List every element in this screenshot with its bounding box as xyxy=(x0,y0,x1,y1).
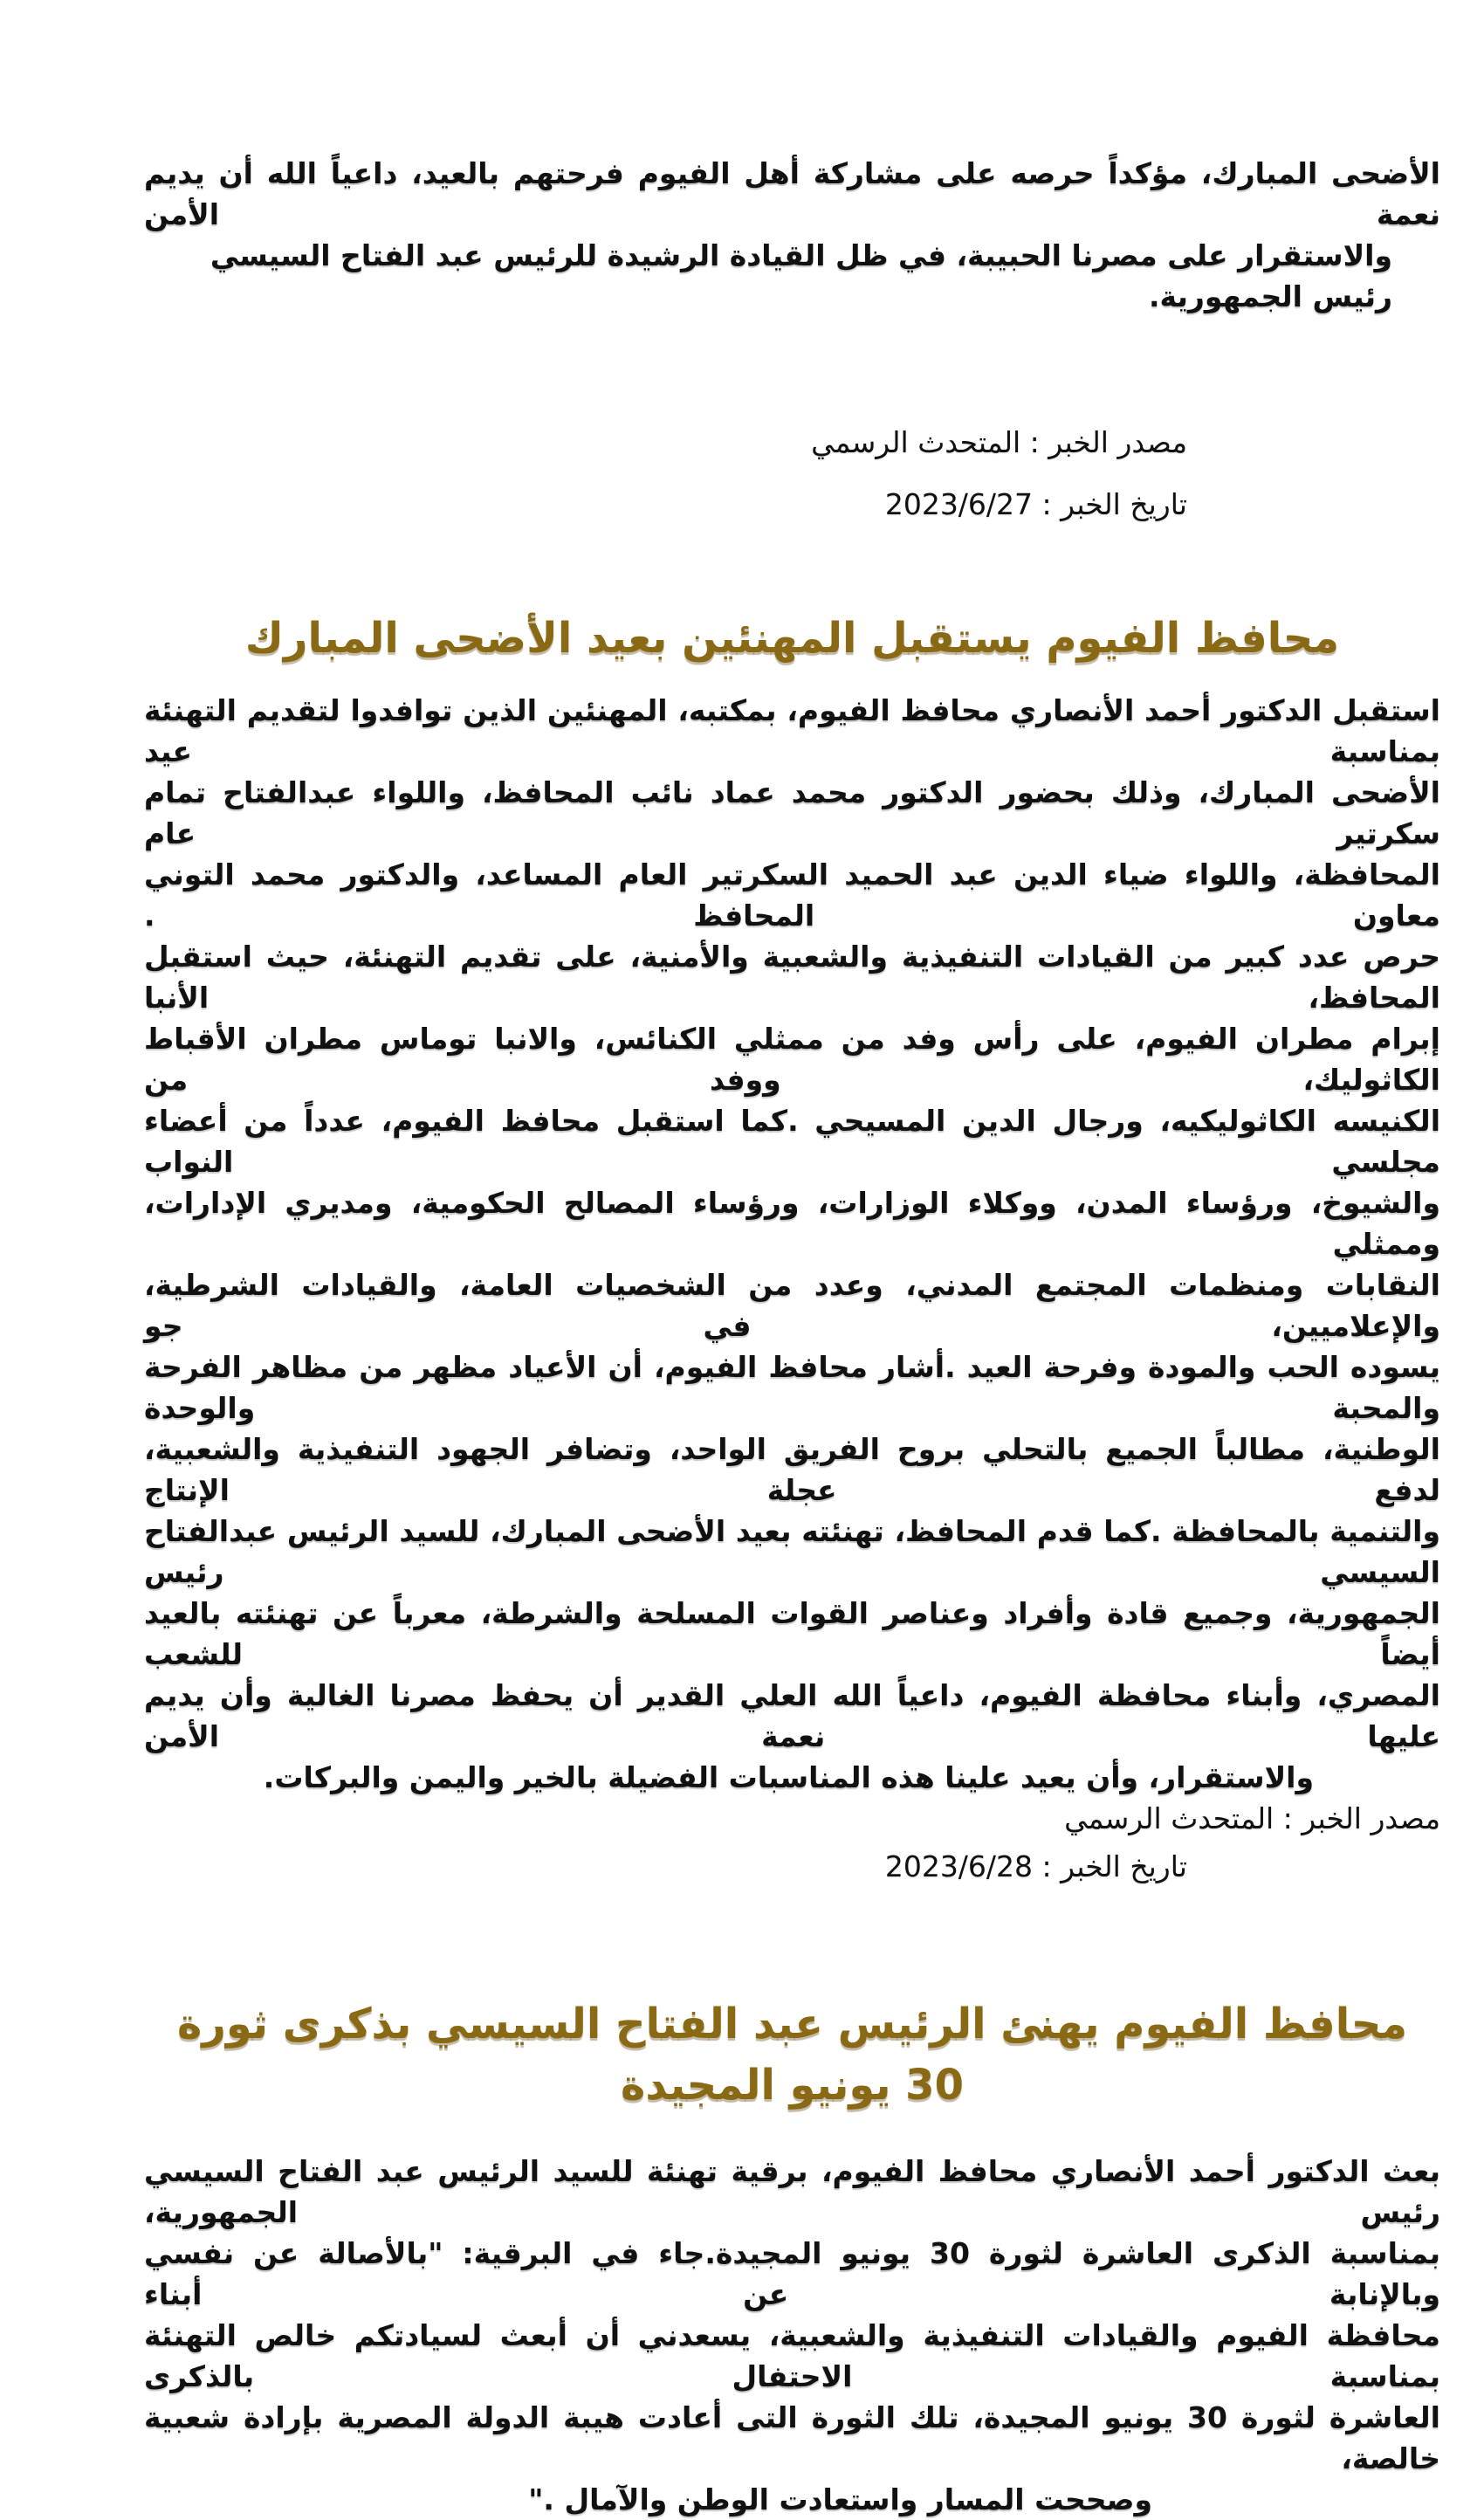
body-line: بعث الدكتور أحمد الأنصاري محافظ الفيوم، برقية تهنئة للسيد الرئيس عبد الفتاح السيسي رئيس الجمهورية، xyxy=(144,2154,1440,2229)
body-line: الوطنية، مطالباً الجميع بالتحلي بروح الفريق الواحد، وتضافر الجهود التنفيذية والشعبية، لدفع عجلة الإنتاج xyxy=(144,1432,1440,1507)
body-line: والشيوخ، ورؤساء المدن، ووكلاء الوزارات، ورؤساء المصالح الحكومية، ومديري الإدارات، وممثلي xyxy=(144,1186,1440,1261)
body-line: حرص عدد كبير من القيادات التنفيذية والشعبية والأمنية، على تقديم التهنئة، حيث استقبل المحافظ، الأنبا xyxy=(144,940,1440,1015)
body-line: المصري، وأبناء محافظة الفيوم، داعياً الله العلي القدير أن يحفظ مصرنا الغالية وأن يديم عليها نعمة الأمن xyxy=(144,1678,1440,1753)
body-line: والتنمية بالمحافظة .كما قدم المحافظ، تهنئته بعيد الأضحى المبارك، للسيد الرئيس عبدالفتاح السيسي رئيس xyxy=(144,1514,1440,1589)
body-line: بمناسبة الذكرى العاشرة لثورة 30 يونيو المجيدة.جاء في البرقية: "بالأصالة عن نفسي وبالإنابة عن أبناء xyxy=(144,2236,1440,2311)
body-line: المحافظة، واللواء ضياء الدين عبد الحميد السكرتير العام المساعد، والدكتور محمد التوني معاون المحافظ . xyxy=(144,857,1440,933)
body-line: استقبل الدكتور أحمد الأنصاري محافظ الفيوم، بمكتبه، المهنئين الذين توافدوا لتقديم التهنئة بمناسبة عيد xyxy=(144,693,1440,768)
body-line: يسوده الحب والمودة وفرحة العيد .أشار محافظ الفيوم، أن الأعياد مظهر من مظاهر الفرحة والمحبة والوحدة xyxy=(144,1350,1440,1425)
body-line: والاستقرار، وأن يعيد علينا هذه المناسبات الفضيلة بالخير واليمن والبركات. xyxy=(263,1760,1314,1794)
body-line: العاشرة لثورة 30 يونيو المجيدة، تلك الثورة التى أعادت هيبة الدولة المصرية بإرادة شعبية خالصة، xyxy=(144,2400,1440,2475)
article2-body xyxy=(144,690,1440,1798)
body-line: الأضحى المبارك، وذلك بحضور الدكتور محمد عماد نائب المحافظ، واللواء عبدالفتاح تمام سكرتير عام xyxy=(144,775,1440,850)
article1-continuation-paragraph xyxy=(144,153,1440,317)
article3-title: محافظ الفيوم يهنئ الرئيس عبد الفتاح السيسي بذكرى ثورة 30 يونيو المجيدة xyxy=(176,2000,1408,2110)
body-line: محافظة الفيوم والقيادات التنفيذية والشعبية، يسعدني أن أبعث لسيادتكم خالص التهنئة بمناسبة الاحتفال بالذكرى xyxy=(144,2318,1440,2393)
body-line: والاستقرار على مصرنا الحبيبة، في ظل القيادة الرشيدة للرئيس عبد الفتاح السيسي رئيس الجمهورية. xyxy=(210,238,1392,313)
body-line: وصححت المسار واستعادت الوطن والآمال ." xyxy=(528,2482,1152,2517)
body-line: الكنيسه الكاثوليكيه، ورجال الدين المسيحي .كما استقبل محافظ الفيوم، عدداً من أعضاء مجلسي النواب xyxy=(144,1104,1440,1179)
body-line: الأضحى المبارك، مؤكداً حرصه على مشاركة أهل الفيوم فرحتهم بالعيد، داعياً الله أن يديم نعمة الأمن xyxy=(144,156,1440,231)
article2-source-line: مصدر الخبر : المتحدث الرسمي xyxy=(1064,1801,1440,1835)
article1-source-line: مصدر الخبر : المتحدث الرسمي xyxy=(811,425,1187,459)
article1-date-line: تاريخ الخبر : 2023/6/27 xyxy=(884,487,1187,521)
article2-title: محافظ الفيوم يستقبل المهنئين بعيد الأضحى المبارك xyxy=(244,614,1340,663)
body-line: إبرام مطران الفيوم، على رأس وفد من ممثلي الكنائس، والانبا توماس مطران الأقباط الكاثوليك، ووفد من xyxy=(144,1022,1440,1097)
body-line: الجمهورية، وجميع قادة وأفراد وعناصر القوات المسلحة والشرطة، معرباً عن تهنئته بالعيد أيضاً للشعب xyxy=(144,1596,1440,1671)
article2-date-line: تاريخ الخبر : 2023/6/28 xyxy=(884,1849,1187,1883)
article3-body xyxy=(144,2151,1440,2520)
body-line: النقابات ومنظمات المجتمع المدني، وعدد من الشخصيات العامة، والقيادات الشرطية، والإعلاميين، في جو xyxy=(144,1268,1440,1343)
